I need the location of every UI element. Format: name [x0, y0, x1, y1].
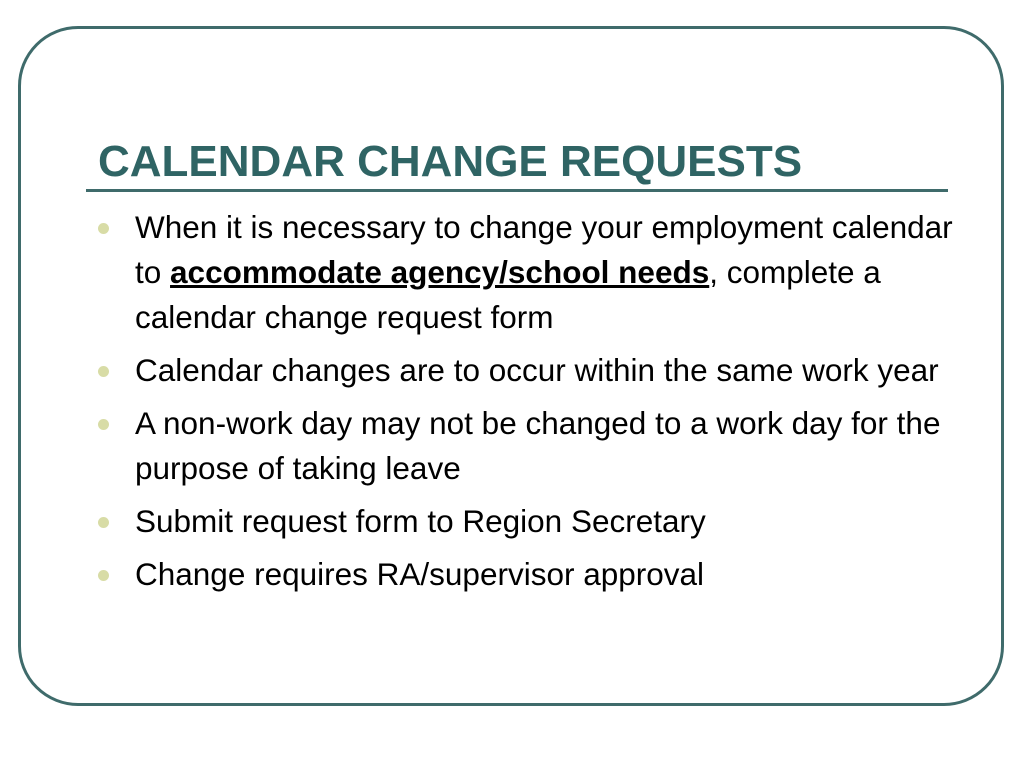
bullet-item-same-work-year	[98, 348, 958, 393]
bullet-emphasis: accommodate agency/school needs	[170, 254, 710, 290]
bullet-list	[98, 205, 958, 605]
title-underline	[86, 189, 948, 192]
bullet-dot-icon	[98, 419, 109, 430]
bullet-text: Submit request form to Region Secretary	[135, 503, 706, 539]
bullet-text: A non-work day may not be changed to a work day for the purpose of taking leave	[135, 405, 941, 486]
bullet-dot-icon	[98, 517, 109, 528]
bullet-item-approval	[98, 552, 958, 597]
bullet-text-before: When it is necessary to change your employment calendar to	[135, 209, 953, 290]
bullet-dot-icon	[98, 570, 109, 581]
bullet-dot-icon	[98, 366, 109, 377]
bullet-text: Change requires RA/supervisor approval	[135, 556, 705, 592]
bullet-item-submit-form	[98, 499, 958, 544]
bullet-text-after: , complete a calendar change request form	[135, 254, 881, 335]
slide-title: CALENDAR CHANGE REQUESTS	[98, 137, 803, 186]
bullet-text: Calendar changes are to occur within the same work year	[135, 352, 939, 388]
bullet-item-non-work-day	[98, 401, 958, 491]
bullet-item-necessary-change	[98, 205, 958, 340]
bullet-dot-icon	[98, 223, 109, 234]
